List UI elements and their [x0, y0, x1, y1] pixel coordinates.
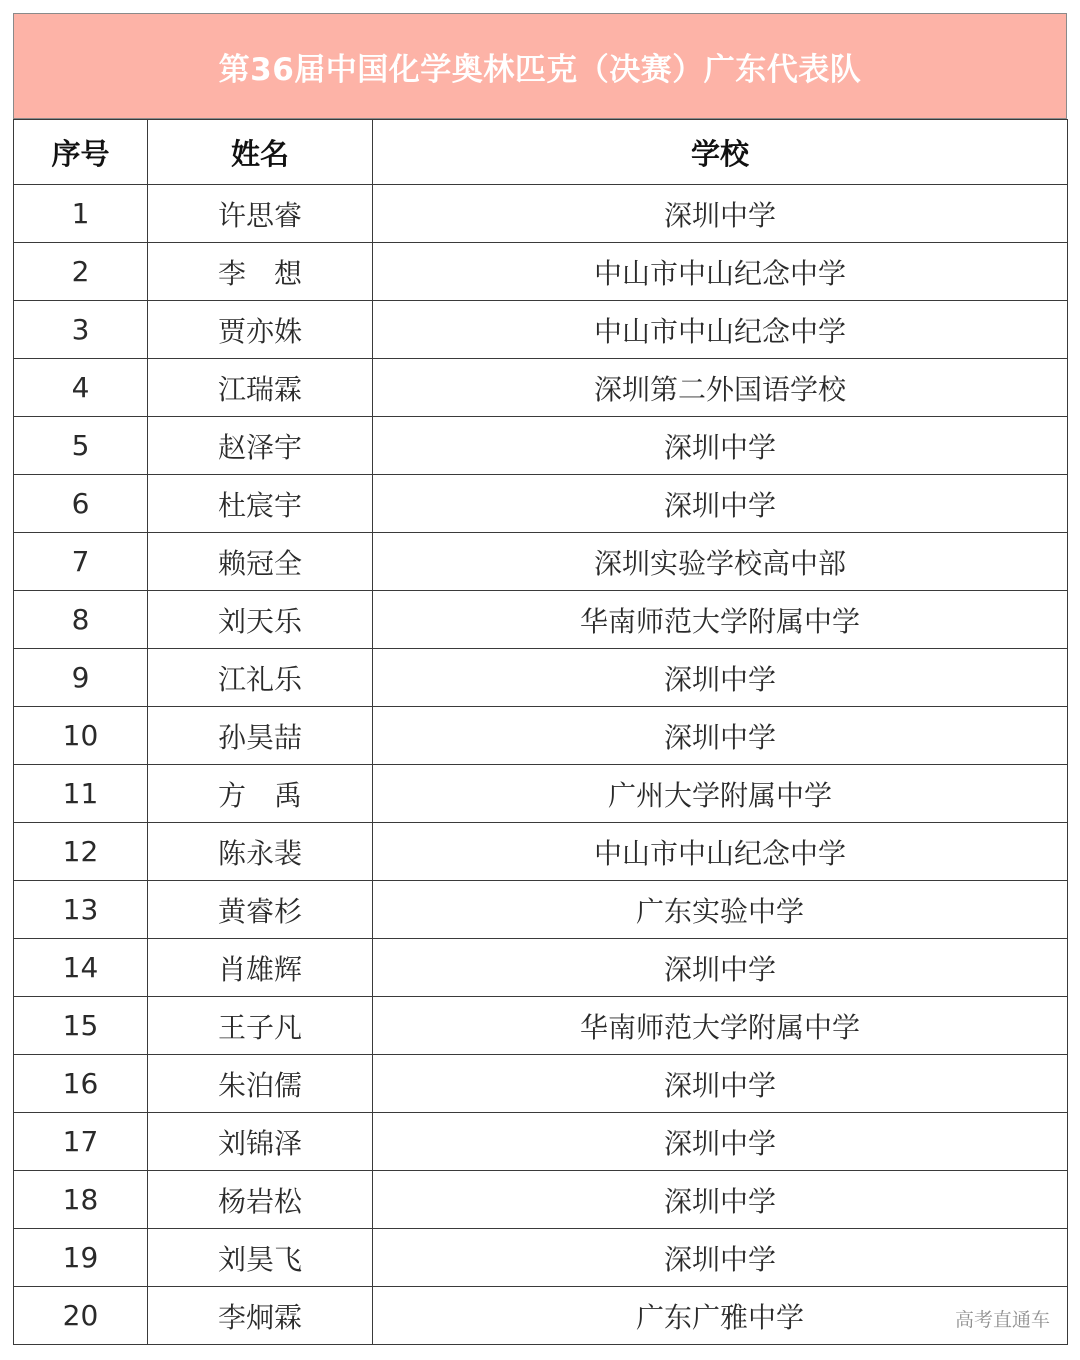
- cell-school: 深圳中学: [373, 1055, 1068, 1113]
- table-row: [14, 1055, 1068, 1113]
- cell-school: 深圳中学: [373, 1171, 1068, 1229]
- cell-school: 广东广雅中学: [373, 1287, 1068, 1345]
- cell-number: 7: [14, 533, 148, 591]
- cell-name: 赵泽宇: [148, 417, 373, 475]
- header-row: [14, 120, 1068, 185]
- table-row: [14, 1113, 1068, 1171]
- cell-name: 江瑞霖: [148, 359, 373, 417]
- watermark-text: 高考直通车: [954, 1309, 1050, 1331]
- page-title: 第36届中国化学奥林匹克（决赛）广东代表队: [218, 51, 862, 88]
- table-row: [14, 359, 1068, 417]
- cell-school: 中山市中山纪念中学: [373, 301, 1068, 359]
- cell-school: 深圳中学: [373, 1113, 1068, 1171]
- cell-school: 深圳中学: [373, 1229, 1068, 1287]
- table-row: [14, 185, 1068, 243]
- cell-name: 杜宸宇: [148, 475, 373, 533]
- cell-name: 刘天乐: [148, 591, 373, 649]
- cell-number: 2: [14, 243, 148, 301]
- cell-school: 中山市中山纪念中学: [373, 823, 1068, 881]
- table-row: [14, 243, 1068, 301]
- cell-number: 5: [14, 417, 148, 475]
- cell-number: 12: [14, 823, 148, 881]
- cell-number: 14: [14, 939, 148, 997]
- cell-number: 16: [14, 1055, 148, 1113]
- cell-school: 深圳中学: [373, 649, 1068, 707]
- cell-number: 3: [14, 301, 148, 359]
- cell-school: 深圳第二外国语学校: [373, 359, 1068, 417]
- cell-name: 肖雄辉: [148, 939, 373, 997]
- table-row: [14, 823, 1068, 881]
- table-row: [14, 939, 1068, 997]
- cell-name: 方 禹: [148, 765, 373, 823]
- table-row: [14, 707, 1068, 765]
- cell-name: 贾亦姝: [148, 301, 373, 359]
- cell-name: 孙昊喆: [148, 707, 373, 765]
- title-bar: [13, 13, 1067, 119]
- cell-number: 18: [14, 1171, 148, 1229]
- cell-name: 李 想: [148, 243, 373, 301]
- cell-school: 深圳中学: [373, 185, 1068, 243]
- cell-school: 广东实验中学: [373, 881, 1068, 939]
- cell-name: 刘锦泽: [148, 1113, 373, 1171]
- header-school: 学校: [373, 120, 1068, 185]
- cell-number: 17: [14, 1113, 148, 1171]
- cell-name: 江礼乐: [148, 649, 373, 707]
- cell-school: 华南师范大学附属中学: [373, 591, 1068, 649]
- cell-name: 黄睿杉: [148, 881, 373, 939]
- table-row: [14, 475, 1068, 533]
- cell-number: 15: [14, 997, 148, 1055]
- table-row: [14, 533, 1068, 591]
- header-name: 姓名: [148, 120, 373, 185]
- cell-name: 许思睿: [148, 185, 373, 243]
- table-row: [14, 765, 1068, 823]
- cell-school: 深圳实验学校高中部: [373, 533, 1068, 591]
- cell-name: 李炯霖: [148, 1287, 373, 1345]
- cell-number: 6: [14, 475, 148, 533]
- cell-name: 王子凡: [148, 997, 373, 1055]
- table-row: [14, 1287, 1068, 1345]
- cell-school: 广州大学附属中学: [373, 765, 1068, 823]
- cell-number: 13: [14, 881, 148, 939]
- table-row: [14, 881, 1068, 939]
- cell-name: 朱泊儒: [148, 1055, 373, 1113]
- header-number: 序号: [14, 120, 148, 185]
- cell-school: 华南师范大学附属中学: [373, 997, 1068, 1055]
- cell-school: 深圳中学: [373, 939, 1068, 997]
- table-row: [14, 997, 1068, 1055]
- table-row: [14, 1229, 1068, 1287]
- cell-school: 深圳中学: [373, 417, 1068, 475]
- cell-number: 19: [14, 1229, 148, 1287]
- cell-name: 赖冠全: [148, 533, 373, 591]
- roster-body: [14, 185, 1068, 1345]
- cell-school: 深圳中学: [373, 707, 1068, 765]
- table-row: [14, 417, 1068, 475]
- table-row: [14, 301, 1068, 359]
- roster-table: [13, 119, 1068, 1345]
- cell-name: 杨岩松: [148, 1171, 373, 1229]
- table-row: [14, 1171, 1068, 1229]
- cell-name: 陈永裴: [148, 823, 373, 881]
- cell-number: 20: [14, 1287, 148, 1345]
- cell-number: 9: [14, 649, 148, 707]
- cell-number: 4: [14, 359, 148, 417]
- cell-number: 8: [14, 591, 148, 649]
- cell-number: 1: [14, 185, 148, 243]
- cell-name: 刘昊飞: [148, 1229, 373, 1287]
- table-row: [14, 649, 1068, 707]
- roster-sheet: [13, 13, 1067, 1345]
- cell-school: 中山市中山纪念中学: [373, 243, 1068, 301]
- cell-school: 深圳中学: [373, 475, 1068, 533]
- table-row: [14, 591, 1068, 649]
- cell-number: 10: [14, 707, 148, 765]
- cell-number: 11: [14, 765, 148, 823]
